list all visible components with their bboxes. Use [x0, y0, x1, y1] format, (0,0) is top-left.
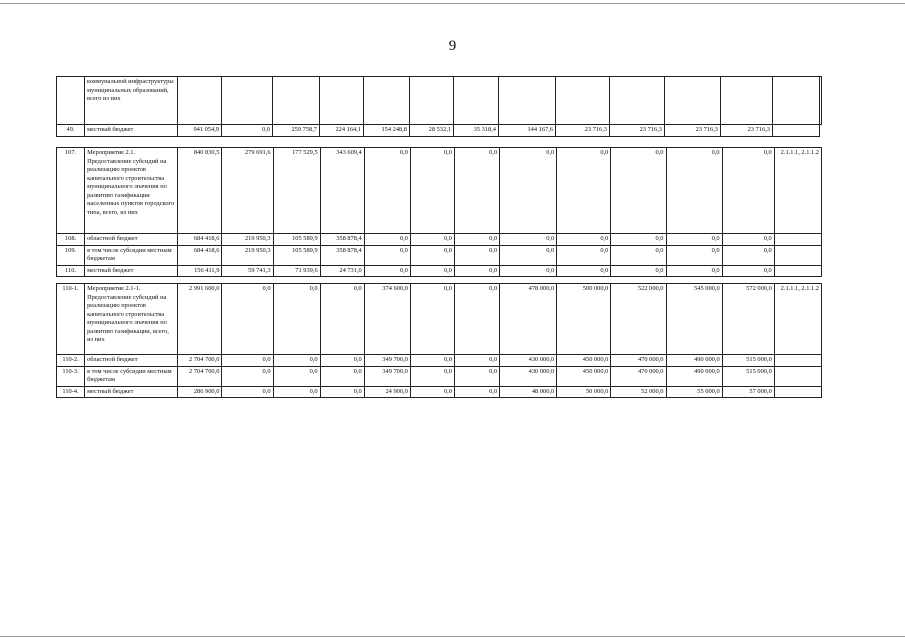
value-cell: 0,0 — [364, 265, 410, 277]
table-row — [57, 284, 822, 355]
value-cell: 0,0 — [410, 284, 454, 355]
value-cell — [178, 77, 222, 125]
page-number: 9 — [448, 38, 457, 54]
value-cell: 2 704 700,0 — [178, 366, 222, 386]
value-cell: 0,0 — [364, 234, 410, 246]
value-cell: 59 741,3 — [222, 265, 273, 277]
value-cell: 0,0 — [273, 366, 320, 386]
value-cell: 840 830,5 — [178, 148, 222, 234]
value-cell: 0,0 — [364, 245, 410, 265]
value-cell — [556, 77, 610, 125]
value-cell: 0,0 — [410, 148, 454, 234]
value-cell: 0,0 — [666, 245, 722, 265]
value-cell: 490 000,0 — [666, 355, 722, 367]
row-number-cell: 49. — [57, 125, 85, 137]
value-cell: 0,0 — [364, 148, 410, 234]
value-cell: 0,0 — [320, 284, 364, 355]
table-block-2 — [56, 147, 822, 277]
value-cell: 52 000,0 — [611, 386, 666, 398]
value-cell: 470 000,0 — [611, 366, 666, 386]
row-number-cell: 110-2. — [57, 355, 85, 367]
value-cell: 28 532,1 — [410, 125, 454, 137]
table-row — [57, 234, 822, 246]
value-cell: 0,0 — [557, 148, 611, 234]
code-cell: 2.1.1.1, 2.1.1.2 — [774, 148, 821, 234]
value-cell: 343 609,4 — [320, 148, 364, 234]
row-name-cell: местный бюджет — [85, 386, 178, 398]
value-cell: 450 000,0 — [557, 355, 611, 367]
value-cell: 0,0 — [410, 366, 454, 386]
value-cell — [665, 77, 721, 125]
value-cell: 0,0 — [454, 245, 499, 265]
value-cell: 0,0 — [500, 234, 557, 246]
scan-edge-bottom — [0, 636, 905, 637]
value-cell — [222, 77, 273, 125]
value-cell: 0,0 — [410, 386, 454, 398]
value-cell: 0,0 — [320, 366, 364, 386]
value-cell: 154 248,8 — [364, 125, 410, 137]
value-cell: 430 000,0 — [500, 355, 557, 367]
value-cell: 684 418,6 — [178, 234, 222, 246]
value-cell — [364, 77, 410, 125]
table-row — [57, 355, 822, 367]
value-cell: 24 731,0 — [320, 265, 364, 277]
row-number-cell: 107. — [57, 148, 85, 234]
code-cell — [774, 355, 821, 367]
value-cell: 2 704 700,0 — [178, 355, 222, 367]
row-name-cell: Мероприятие 2.1-1. Предоставление субсидий на реализацию проектов капитального строительства муниципального значения по развитию газификации, всего, из них — [85, 284, 178, 355]
code-cell — [774, 386, 821, 398]
value-cell: 374 600,0 — [364, 284, 410, 355]
value-cell: 572 000,0 — [722, 284, 774, 355]
value-cell — [773, 77, 820, 125]
value-cell: 941 054,9 — [178, 125, 222, 137]
row-name-cell: в том числе субсидии местным бюджетам — [85, 366, 178, 386]
value-cell: 0,0 — [273, 284, 320, 355]
value-cell: 50 000,0 — [557, 386, 611, 398]
value-cell: 0,0 — [273, 386, 320, 398]
code-cell — [774, 265, 821, 277]
row-number-cell: 110-1. — [57, 284, 85, 355]
value-cell: 0,0 — [722, 234, 774, 246]
value-cell: 71 939,6 — [273, 265, 320, 277]
row-name-cell: коммунальной инфраструктуры муниципальных образований, всего из них — [85, 77, 178, 125]
value-cell: 219 950,3 — [222, 245, 273, 265]
value-cell: 500 000,0 — [557, 284, 611, 355]
value-cell: 0,0 — [222, 284, 273, 355]
value-cell: 156 411,9 — [178, 265, 222, 277]
value-cell: 0,0 — [557, 265, 611, 277]
value-cell: 23 716,3 — [665, 125, 721, 137]
value-cell — [721, 77, 773, 125]
value-cell: 105 589,9 — [273, 245, 320, 265]
value-cell: 684 418,6 — [178, 245, 222, 265]
table-block-3 — [56, 283, 822, 398]
row-number-cell: 110-3. — [57, 366, 85, 386]
value-cell — [454, 77, 499, 125]
value-cell: 0,0 — [320, 355, 364, 367]
row-number-cell: 108. — [57, 234, 85, 246]
value-cell: 0,0 — [320, 386, 364, 398]
value-cell — [610, 77, 665, 125]
value-cell: 0,0 — [722, 148, 774, 234]
value-cell: 48 000,0 — [500, 386, 557, 398]
value-cell: 259 758,7 — [273, 125, 320, 137]
value-cell: 349 700,0 — [364, 366, 410, 386]
row-name-cell: местный бюджет — [85, 265, 178, 277]
table-block-1 — [56, 76, 822, 137]
row-number-cell — [57, 77, 85, 125]
code-cell — [773, 125, 820, 137]
value-cell: 0,0 — [222, 355, 273, 367]
value-cell: 0,0 — [454, 355, 499, 367]
row-name-cell: местный бюджет — [85, 125, 178, 137]
value-cell: 105 589,9 — [273, 234, 320, 246]
value-cell: 35 318,4 — [454, 125, 499, 137]
value-cell: 57 000,0 — [722, 386, 774, 398]
table-row — [57, 148, 822, 234]
value-cell: 0,0 — [454, 265, 499, 277]
value-cell: 23 716,3 — [721, 125, 773, 137]
value-cell: 0,0 — [557, 234, 611, 246]
value-cell: 0,0 — [722, 265, 774, 277]
value-cell: 515 000,0 — [722, 366, 774, 386]
value-cell: 144 167,6 — [499, 125, 556, 137]
scan-edge-top — [0, 3, 905, 4]
value-cell: 515 000,0 — [722, 355, 774, 367]
table-row — [57, 77, 822, 125]
row-number-cell: 110-4. — [57, 386, 85, 398]
value-cell: 358 878,4 — [320, 245, 364, 265]
value-cell: 0,0 — [222, 125, 273, 137]
value-cell: 0,0 — [611, 265, 666, 277]
value-cell: 0,0 — [611, 148, 666, 234]
value-cell: 224 164,1 — [320, 125, 364, 137]
value-cell: 0,0 — [500, 148, 557, 234]
value-cell: 0,0 — [454, 366, 499, 386]
value-cell: 0,0 — [454, 386, 499, 398]
value-cell: 0,0 — [410, 234, 454, 246]
value-cell: 0,0 — [222, 386, 273, 398]
value-cell: 0,0 — [410, 245, 454, 265]
value-cell: 450 000,0 — [557, 366, 611, 386]
value-cell: 0,0 — [500, 265, 557, 277]
row-number-cell: 110. — [57, 265, 85, 277]
value-cell: 279 691,6 — [222, 148, 273, 234]
value-cell — [499, 77, 556, 125]
value-cell: 286 900,0 — [178, 386, 222, 398]
value-cell: 0,0 — [666, 265, 722, 277]
value-cell — [320, 77, 364, 125]
value-cell: 478 000,0 — [500, 284, 557, 355]
table-row — [57, 245, 822, 265]
value-cell: 0,0 — [454, 148, 499, 234]
value-cell: 0,0 — [410, 355, 454, 367]
value-cell: 0,0 — [666, 234, 722, 246]
value-cell: 545 000,0 — [666, 284, 722, 355]
code-cell — [774, 366, 821, 386]
row-number-cell: 109. — [57, 245, 85, 265]
value-cell: 0,0 — [454, 284, 499, 355]
value-cell: 0,0 — [611, 245, 666, 265]
value-cell — [410, 77, 454, 125]
value-cell: 490 000,0 — [666, 366, 722, 386]
value-cell: 177 529,5 — [273, 148, 320, 234]
table-row — [57, 125, 822, 137]
value-cell: 55 000,0 — [666, 386, 722, 398]
value-cell: 219 950,3 — [222, 234, 273, 246]
table-row — [57, 386, 822, 398]
value-cell: 0,0 — [500, 245, 557, 265]
value-cell: 23 716,3 — [610, 125, 665, 137]
value-cell: 0,0 — [273, 355, 320, 367]
row-name-cell: Мероприятие 2.1. Предоставление субсидий на реализацию проектов капитального строительства муниципального значения по развитию газификации населенных пунктов городского типа, всего, из них — [85, 148, 178, 234]
table-row — [57, 265, 822, 277]
value-cell: 470 000,0 — [611, 355, 666, 367]
value-cell: 23 716,3 — [556, 125, 610, 137]
value-cell: 0,0 — [666, 148, 722, 234]
code-cell — [820, 77, 822, 125]
value-cell: 349 700,0 — [364, 355, 410, 367]
value-cell: 0,0 — [611, 234, 666, 246]
row-name-cell: областной бюджет — [85, 234, 178, 246]
value-cell: 0,0 — [722, 245, 774, 265]
value-cell: 0,0 — [410, 265, 454, 277]
value-cell: 24 900,0 — [364, 386, 410, 398]
code-cell — [774, 245, 821, 265]
row-name-cell: в том числе субсидии местным бюджетам — [85, 245, 178, 265]
value-cell: 0,0 — [557, 245, 611, 265]
value-cell — [273, 77, 320, 125]
value-cell: 0,0 — [222, 366, 273, 386]
value-cell: 522 000,0 — [611, 284, 666, 355]
value-cell: 0,0 — [454, 234, 499, 246]
value-cell: 358 878,4 — [320, 234, 364, 246]
value-cell: 430 000,0 — [500, 366, 557, 386]
value-cell: 2 991 600,0 — [178, 284, 222, 355]
row-name-cell: областной бюджет — [85, 355, 178, 367]
code-cell — [774, 234, 821, 246]
code-cell: 2.1.1.1, 2.1.1.2 — [774, 284, 821, 355]
table-row — [57, 366, 822, 386]
